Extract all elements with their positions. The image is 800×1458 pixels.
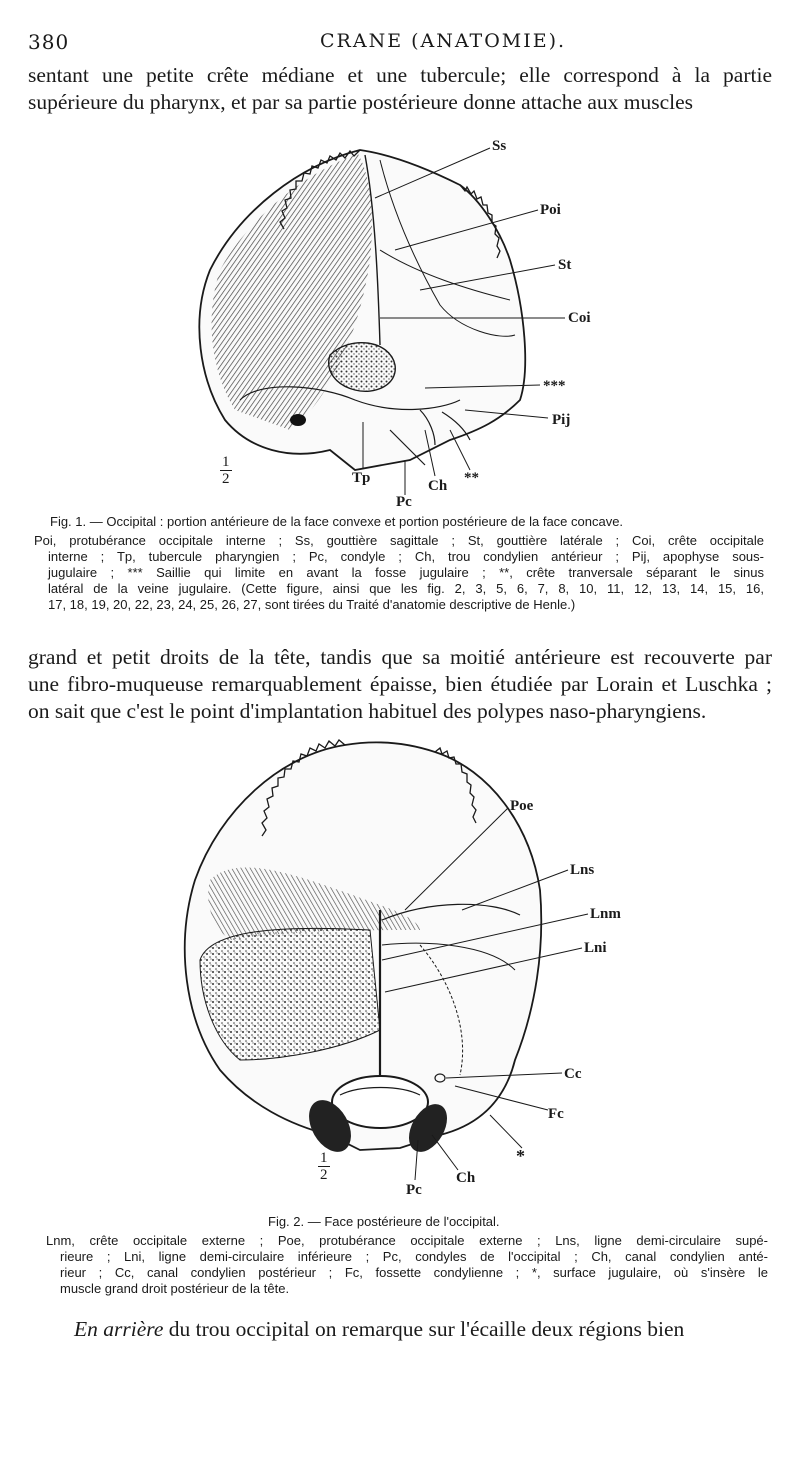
scale-fraction: 1 2 [222,454,230,487]
caption-line: rieure ; Lni, ligne demi-circulaire inférieure ; Pc, condyles de l'occipital ; Ch, canal condylien anté- [60,1249,768,1264]
label-lni: Lni [584,940,607,956]
label-coi: Coi [568,310,591,326]
running-head: CRANE (ANATOMIE). [320,30,567,52]
italic-lead: En arrière [74,1317,164,1341]
label-poe: Poe [510,798,534,814]
label-ch: Ch [456,1170,476,1186]
page-number: 380 [28,30,70,54]
paragraph-1 [28,62,772,116]
figure-2-caption-title: Fig. 2. — Face postérieure de l'occipital. [268,1214,500,1229]
paragraph-2 [28,644,772,725]
figure-2-occipital-posterior [170,730,630,1210]
figure-1-occipital-anterior [180,130,620,510]
label-lns: Lns [570,862,595,878]
text-line: grand et petit droits de la tête, tandis que sa moitié antérieure est recouverte par [28,645,772,669]
label-pij: Pij [552,412,571,428]
label-pc: Pc [396,494,412,510]
line-rest: du trou occipital on remarque sur l'écaille deux régions bien [163,1317,685,1341]
paragraph-3 [74,1316,772,1343]
muscle-impression [200,928,380,1060]
label-poi: Poi [540,202,561,218]
caption-line: rieur ; Cc, canal condylien postérieur ; Fc, fossette condylienne ; *, surface jugulaire, où s'insère le [60,1265,768,1280]
figure-1-illustration [180,130,620,510]
text-line: une fibro-muqueuse remarquablement épaisse, bien étudiée par Lorain et Luschka ; [28,672,772,696]
page-header [28,30,772,54]
caption-line: Lnm, crête occipitale externe ; Poe, protubérance occipitale externe ; Lns, ligne demi-circulaire supé- [46,1233,768,1248]
label-star: * [516,1146,525,1166]
caption-line: jugulaire ; *** Saillie qui limite en avant la fosse jugulaire ; **, crête tranversale séparant le sinus [48,565,764,580]
figure-2-caption-body [46,1233,768,1297]
foramen [290,414,306,426]
text-line: supérieure du pharynx, et par sa partie postérieure donne attache aux muscles [28,90,694,114]
caption-line: muscle grand droit postérieur de la tête. [60,1281,290,1296]
label-pc: Pc [406,1182,422,1198]
label-fc: Fc [548,1106,564,1122]
scale-fraction: 1 2 [320,1150,328,1183]
label-tp: Tp [352,470,371,486]
label-ch: Ch [428,478,448,494]
caption-line: latéral de la veine jugulaire. (Cette figure, ainsi que les fig. 2, 3, 5, 6, 7, 8, 10, 11, 12, 13, 14, 15, 16, [48,581,764,596]
label-ss: Ss [492,138,507,154]
text-line: on sait que c'est le point d'implantation habituel des polypes naso-pharyngiens. [28,699,707,723]
label-lnm: Lnm [590,906,621,922]
figure-2-illustration [170,730,630,1210]
text-line: sentant une petite crête médiane et une tubercule; elle correspond à la partie [28,63,772,87]
label-double-star: ** [464,470,479,486]
figure-1-caption-title: Fig. 1. — Occipital : portion antérieure de la face convexe et portion postérieure de la face concave. [50,514,624,529]
caption-line: interne ; Tp, tubercule pharyngien ; Pc, condyle ; Ch, trou condylien antérieur ; Pij, apophyse sous- [48,549,764,564]
label-cc: Cc [564,1066,582,1082]
caption-line: 17, 18, 19, 20, 22, 23, 24, 25, 26, 27, sont tirées du Traité d'anatomie descriptive de Henle.) [48,597,576,612]
text-line [74,1316,772,1343]
label-st: St [558,257,572,273]
caption-line: Poi, protubérance occipitale interne ; Ss, gouttière sagittale ; St, gouttière latérale ; Coi, crête occipitale [34,533,764,548]
label-triple-star: *** [543,378,566,394]
figure-1-caption-body [34,533,764,613]
